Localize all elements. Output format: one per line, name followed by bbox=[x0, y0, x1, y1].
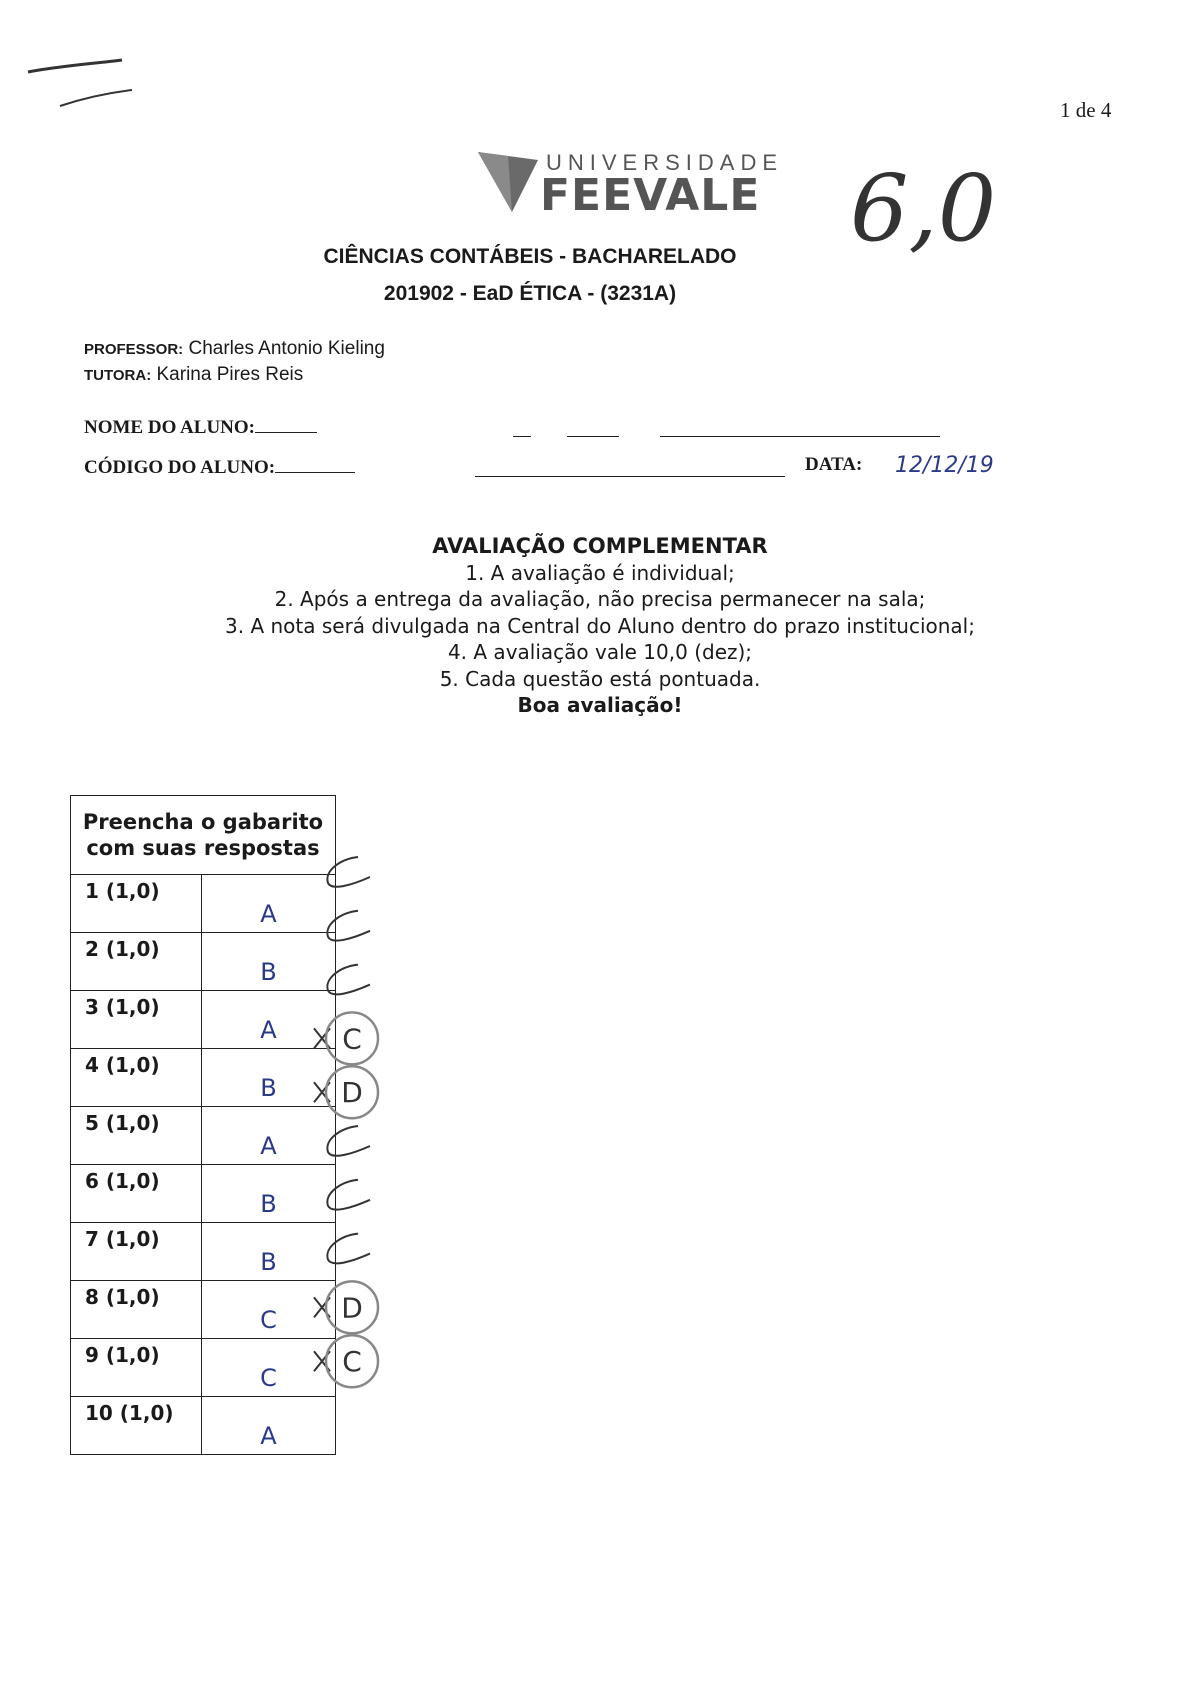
table-row bbox=[71, 991, 336, 1049]
correction-letter: D bbox=[341, 1291, 363, 1325]
answer-cell[interactable]: B bbox=[202, 1165, 336, 1223]
table-row bbox=[71, 1223, 336, 1281]
class-code: 201902 - EaD ÉTICA - (3231A) bbox=[383, 282, 677, 305]
logo-top-text: UNIVERSIDADE bbox=[546, 150, 784, 175]
instruction-item: 5. Cada questão está pontuada. bbox=[439, 666, 761, 691]
instructions-closing: Boa avaliação! bbox=[517, 693, 683, 717]
tutor-label: TUTORA: bbox=[84, 367, 152, 384]
tutor-line bbox=[84, 364, 303, 386]
answer-cell[interactable]: A bbox=[202, 875, 336, 933]
table-row bbox=[71, 1339, 336, 1397]
professor-line bbox=[84, 338, 385, 360]
correct-mark bbox=[327, 1234, 370, 1264]
table-row bbox=[71, 1397, 336, 1455]
logo-main-text: FEEVALE bbox=[540, 170, 761, 221]
answer-cell[interactable]: A bbox=[202, 1107, 336, 1165]
date-label: DATA: bbox=[805, 454, 863, 475]
correct-mark bbox=[327, 857, 370, 887]
table-row bbox=[71, 875, 336, 933]
table-row bbox=[71, 1107, 336, 1165]
answer-cell[interactable]: C bbox=[202, 1281, 336, 1339]
correct-mark bbox=[327, 965, 370, 995]
date-text: 12/12/19 bbox=[895, 453, 994, 478]
question-label: 2 (1,0) bbox=[71, 933, 202, 991]
grade-text: 6,0 bbox=[850, 155, 997, 260]
correction-letter: C bbox=[342, 1022, 362, 1056]
logo-shield-icon bbox=[476, 146, 540, 216]
answer-cell[interactable]: A bbox=[202, 991, 336, 1049]
table-row bbox=[71, 1281, 336, 1339]
student-code-label: CÓDIGO DO ALUNO: bbox=[84, 457, 276, 478]
instruction-item: 2. Após a entrega da avaliação, não precisa permanecer na sala; bbox=[274, 587, 926, 611]
professor-name: Charles Antonio Kieling bbox=[188, 338, 385, 359]
question-label: 8 (1,0) bbox=[71, 1281, 202, 1339]
question-label: 10 (1,0) bbox=[71, 1397, 202, 1455]
pen-scribble bbox=[20, 52, 140, 132]
student-code-field[interactable] bbox=[84, 454, 355, 479]
table-row bbox=[71, 1049, 336, 1107]
tutor-name: Karina Pires Reis bbox=[156, 364, 304, 385]
handwritten-grade bbox=[835, 140, 1005, 260]
correction-letter: D bbox=[341, 1076, 363, 1110]
correct-mark bbox=[327, 911, 370, 941]
instruction-item: 3. A nota será divulgada na Central do Aluno dentro do prazo institucional; bbox=[225, 613, 975, 638]
page-number: 1 de 4 bbox=[1060, 98, 1112, 122]
question-label: 1 (1,0) bbox=[71, 875, 202, 933]
question-label: 7 (1,0) bbox=[71, 1223, 202, 1281]
correct-mark bbox=[327, 1126, 370, 1156]
answer-cell[interactable]: B bbox=[202, 1223, 336, 1281]
handwritten-date bbox=[893, 444, 1003, 480]
answer-sheet-header: Preencha o gabarito com suas respostas bbox=[71, 796, 336, 875]
question-label: 9 (1,0) bbox=[71, 1339, 202, 1397]
answer-cell[interactable]: A bbox=[202, 1397, 336, 1455]
instructions-block bbox=[150, 533, 1050, 719]
correction-letter: C bbox=[342, 1345, 362, 1379]
student-name-field[interactable] bbox=[84, 414, 317, 439]
answer-sheet-table bbox=[70, 795, 336, 1455]
table-row bbox=[71, 933, 336, 991]
answer-cell[interactable]: B bbox=[202, 1049, 336, 1107]
answer-cell[interactable]: B bbox=[202, 933, 336, 991]
course-title: CIÊNCIAS CONTÁBEIS - BACHARELADO bbox=[323, 245, 737, 268]
instruction-item: 4. A avaliação vale 10,0 (dez); bbox=[447, 640, 753, 664]
student-name-label: NOME DO ALUNO: bbox=[84, 417, 255, 438]
answer-cell[interactable]: C bbox=[202, 1339, 336, 1397]
correct-mark bbox=[327, 1180, 370, 1210]
question-label: 5 (1,0) bbox=[71, 1107, 202, 1165]
table-row bbox=[71, 1165, 336, 1223]
professor-label: PROFESSOR: bbox=[84, 341, 184, 358]
university-logo bbox=[476, 146, 784, 221]
question-label: 3 (1,0) bbox=[71, 991, 202, 1049]
instruction-item: 1. A avaliação é individual; bbox=[465, 560, 735, 585]
instructions-title: AVALIAÇÃO COMPLEMENTAR bbox=[432, 534, 768, 558]
question-label: 6 (1,0) bbox=[71, 1165, 202, 1223]
question-label: 4 (1,0) bbox=[71, 1049, 202, 1107]
grading-marks bbox=[300, 850, 420, 1430]
